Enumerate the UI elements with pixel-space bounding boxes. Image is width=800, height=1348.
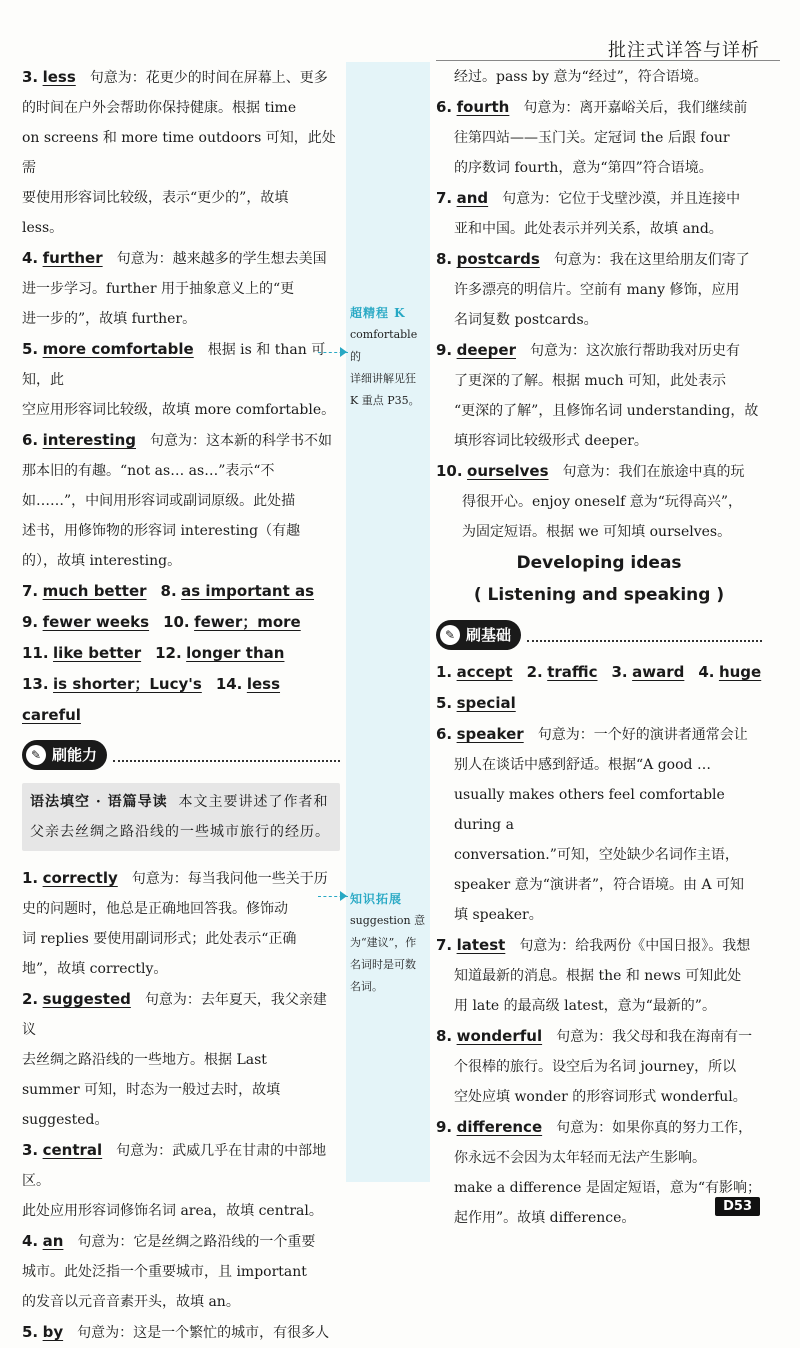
explanation: 句意为：越来越多的学生想去美国 [116, 251, 327, 267]
explanation-line: 史的问题时，他总是正确地回答我。修饰动 [22, 901, 288, 917]
explanation: 句意为：我们在旅途中真的玩 [562, 464, 745, 480]
side-note-line: suggestion 意 [350, 914, 426, 927]
explanation-line: 用 late 的最高级 latest，意为“最新的”。 [454, 998, 716, 1014]
short-answer-row [22, 638, 340, 669]
side-note-line: 名词时是可数 [350, 958, 416, 971]
explanation-line: 的序数词 fourth，意为“第四”符合语境。 [454, 160, 713, 176]
explanation-line: 空处应填 wonder 的形容词形式 wonderful。 [454, 1089, 747, 1105]
answer-item [22, 1317, 340, 1348]
explanation-line: 起作用”。故填 difference。 [454, 1210, 636, 1226]
answer-word: is shorter；Lucy's [53, 675, 202, 693]
answer-item [436, 1112, 762, 1233]
answer-word: fourth [456, 98, 510, 116]
section-badge-row [436, 615, 762, 655]
explanation-line: 许多漂亮的明信片。空前有 many 修饰，应用 [454, 282, 740, 298]
explanation-line: make a difference 是固定短语，意为“有影响； [454, 1180, 762, 1196]
section-badge [22, 740, 107, 770]
item-number: 1. [436, 663, 453, 681]
item-number: 4. [22, 1232, 39, 1250]
item-number: 6. [22, 431, 39, 449]
side-note-tag: 知识拓展 [350, 892, 403, 906]
explanation-line: 个很棒的旅行。设空后为名词 journey，所以 [454, 1059, 737, 1075]
side-note-comfortable [350, 302, 430, 412]
explanation-line: 名词复数 postcards。 [454, 312, 598, 328]
item-number: 3. [22, 1141, 39, 1159]
note-arrow-icon [340, 347, 347, 357]
item-number: 5. [22, 1323, 39, 1341]
answer-word: central [42, 1141, 103, 1159]
explanation-line: 的时间在户外会帮助你保持健康。根据 time [22, 100, 297, 116]
explanation-line: 的），故填 interesting。 [22, 553, 182, 569]
item-number: 3. [22, 68, 39, 86]
explanation-line: 如……”，中间用形容词或副词原级。此处描 [22, 493, 296, 509]
continued-text: 经过。pass by 意为“经过”，符合语境。 [454, 69, 708, 85]
brush-icon: ✎ [440, 625, 460, 645]
item-number: 8. [436, 1027, 453, 1045]
section-badge [436, 620, 521, 650]
explanation-line: 填 speaker。 [454, 907, 543, 923]
explanation-line: 知道最新的消息。根据 the 和 news 可知此处 [454, 968, 742, 984]
answer-word: accept [456, 663, 513, 681]
answer-item [22, 984, 340, 1135]
left-column [22, 62, 340, 1348]
explanation: 句意为：我父母和我在海南有一 [556, 1029, 753, 1045]
answer-word: and [456, 189, 489, 207]
passage-intro [22, 783, 340, 851]
answer-word: traffic [547, 663, 598, 681]
explanation-line: 填形容词比较级形式 deeper。 [454, 433, 648, 449]
answer-item [22, 62, 340, 243]
side-note-line: K 重点 P35。 [350, 394, 420, 407]
explanation-line: speaker 意为“演讲者”，符合语境。由 A 可知 [454, 877, 745, 893]
explanation-line: 得很开心。enjoy oneself 意为“玩得高兴”， [462, 494, 743, 510]
right-column [436, 62, 762, 1233]
answer-word: speaker [456, 725, 524, 743]
explanation-line: 空应用形容词比较级，故填 more comfortable。 [22, 402, 336, 418]
explanation-line: 了更深的了解。根据 much 可知，此处表示 [454, 373, 727, 389]
item-number: 4. [698, 663, 715, 681]
side-note-line: comfortable 的 [350, 328, 418, 363]
badge-label: 刷基础 [466, 626, 512, 644]
explanation-line: on screens 和 more time outdoors 可知，此处需 [22, 130, 336, 176]
side-note-line: 名词。 [350, 980, 383, 993]
section-badge-row [22, 735, 340, 775]
answer-word: further [42, 249, 103, 267]
short-answer-row [22, 669, 340, 731]
section-title: Developing ideas [516, 553, 682, 573]
answer-item [436, 930, 762, 1021]
explanation: 句意为：离开嘉峪关后，我们继续前 [523, 100, 748, 116]
item-number: 14. [215, 675, 243, 693]
answer-word: fewer weeks [42, 613, 150, 631]
explanation: 句意为：去年夏天，我父亲建议 [22, 992, 327, 1038]
answer-word: an [42, 1232, 64, 1250]
item-number: 10. [163, 613, 190, 631]
section-subtitle: ( Listening and speaking ) [473, 585, 725, 605]
item-number: 9. [436, 1118, 453, 1136]
explanation-line: 地”，故填 correctly。 [22, 961, 168, 977]
answer-word: deeper [456, 341, 516, 359]
item-number: 7. [436, 936, 453, 954]
answer-word: wonderful [456, 1027, 543, 1045]
answer-word: longer than [186, 644, 285, 662]
answer-word: as important as [181, 582, 315, 600]
explanation-line: 别人在谈话中感到舒适。根据“A good … [454, 757, 711, 773]
explanation-line: 词 replies 要使用副词形式；此处表示“正确 [22, 931, 297, 947]
answer-item [436, 183, 762, 244]
badge-label: 刷能力 [52, 746, 98, 764]
note-arrow-icon [340, 891, 347, 901]
answer-word: more comfortable [42, 340, 194, 358]
explanation-line: 城市。此处泛指一个重要城市，且 important [22, 1264, 307, 1280]
item-number: 13. [22, 675, 49, 693]
explanation: 句意为：给我两份《中国日报》。我想 [519, 938, 751, 954]
explanation-line: 要使用形容词比较级，表示“更少的”，故填 [22, 190, 289, 206]
item-number: 7. [436, 189, 453, 207]
explanation-line: summer 可知，时态为一般过去时，故填 [22, 1082, 281, 1098]
item-number: 8. [160, 582, 177, 600]
explanation-line: 述书，用修饰物的形容词 interesting（有趣 [22, 523, 301, 539]
explanation: 句意为：它是丝绸之路沿线的一个重要 [77, 1234, 316, 1250]
explanation: 句意为：如果你真的努力工作， [556, 1120, 753, 1136]
explanation: 句意为：每当我问他一些关于历 [131, 871, 328, 887]
explanation-line: 那本旧的有趣。“not as… as…”表示“不 [22, 463, 275, 479]
explanation: 句意为：这是一个繁忙的城市，有很多人 [77, 1325, 330, 1341]
answer-item [436, 1021, 762, 1112]
explanation-line: 为固定短语。根据 we 可知填 ourselves。 [462, 524, 732, 540]
explanation-line: 你永远不会因为太年轻而无法产生影响。 [454, 1150, 706, 1166]
answer-item [436, 335, 762, 456]
answer-word: ourselves [467, 462, 549, 480]
intro-label: 语法填空 · 语篇导读 [30, 794, 168, 810]
side-note-column [346, 62, 430, 1182]
answer-word: by [42, 1323, 64, 1341]
item-number: 2. [526, 663, 543, 681]
explanation-line: conversation.”可知，空处缺少名词作主语， [454, 847, 739, 863]
explanation: 句意为：花更少的时间在屏幕上、更多 [89, 70, 328, 86]
explanation: 句意为：武威几乎在甘肃的中部地区。 [22, 1143, 327, 1189]
answer-item [436, 244, 762, 335]
explanation-line: 进一步学习。further 用于抽象意义上的“更 [22, 281, 295, 297]
item-number: 9. [436, 341, 453, 359]
answer-word: award [632, 663, 685, 681]
explanation-line: 进一步的”，故填 further。 [22, 311, 197, 327]
item-number: 1. [22, 869, 39, 887]
answer-item [436, 92, 762, 183]
item-number: 3. [611, 663, 628, 681]
answer-word: less [42, 68, 76, 86]
explanation: 句意为：我在这里给朋友们寄了 [553, 252, 750, 268]
answer-item [22, 425, 340, 576]
brush-icon: ✎ [26, 745, 46, 765]
short-answer-row [22, 576, 340, 607]
answer-item [22, 1135, 340, 1226]
explanation: 句意为：它位于戈壁沙漠，并且连接中 [502, 191, 741, 207]
item-number: 5. [436, 694, 453, 712]
answer-word: huge [718, 663, 762, 681]
item-number: 6. [436, 725, 453, 743]
item-number: 2. [22, 990, 39, 1008]
explanation-line: less。 [22, 220, 64, 236]
page-number: D53 [715, 1197, 760, 1216]
answer-word: correctly [42, 869, 118, 887]
item-number: 4. [22, 249, 39, 267]
answer-word: less careful [22, 675, 281, 724]
answer-item [22, 334, 340, 425]
answer-word: difference [456, 1118, 543, 1136]
item-number: 9. [22, 613, 39, 631]
explanation-line: 去丝绸之路沿线的一些地方。根据 Last [22, 1052, 267, 1068]
page-header-title: 批注式详答与详析 [608, 40, 760, 61]
dotted-rule [527, 628, 762, 642]
answer-word: special [456, 694, 516, 712]
explanation: 句意为：一个好的演讲者通常会让 [537, 727, 748, 743]
answer-word: postcards [456, 250, 540, 268]
item-number: 11. [22, 644, 49, 662]
header-rule [436, 60, 780, 61]
explanation-line: 此处应用形容词修饰名词 area，故填 central。 [22, 1203, 323, 1219]
side-note-tag: 超精程 K [350, 306, 406, 320]
answer-item [22, 1226, 340, 1317]
answer-word: fewer；more [194, 613, 301, 631]
item-number: 6. [436, 98, 453, 116]
explanation-line: 往第四站——玉门关。定冠词 the 后跟 four [454, 130, 730, 146]
answer-item [22, 863, 340, 984]
answer-item [436, 719, 762, 930]
explanation: 句意为：这本新的科学书不如 [150, 433, 332, 449]
explanation-line: usually makes others feel comfortable during a [454, 787, 725, 833]
answer-item [436, 456, 762, 547]
item-number: 10. [436, 462, 463, 480]
explanation: 根据 is 和 than 可知，此 [22, 342, 326, 388]
short-answer-row [436, 688, 762, 719]
item-number: 7. [22, 582, 39, 600]
answer-word: latest [456, 936, 506, 954]
explanation-line: suggested。 [22, 1112, 109, 1128]
short-answer-row [436, 657, 762, 688]
item-number: 8. [436, 250, 453, 268]
answer-word: suggested [42, 990, 131, 1008]
dotted-rule [113, 748, 340, 762]
explanation: 句意为：这次旅行帮助我对历史有 [530, 343, 740, 359]
side-note-line: 详细讲解见狂 [350, 372, 416, 385]
answer-item [22, 243, 340, 334]
answer-word: much better [42, 582, 147, 600]
explanation-line: “更深的了解”，且修饰名词 understanding，故 [454, 403, 759, 419]
explanation-line: 的发音以元音音素开头，故填 an。 [22, 1294, 240, 1310]
answer-word: interesting [42, 431, 136, 449]
item-number: 5. [22, 340, 39, 358]
side-note-suggestion [350, 888, 430, 998]
short-answer-row [22, 607, 340, 638]
item-number: 12. [155, 644, 182, 662]
side-note-line: 为“建议”，作 [350, 936, 417, 949]
explanation-line: 亚和中国。此处表示并列关系，故填 and。 [454, 221, 723, 237]
intro-text: 本文主要讲述了作者和父亲去丝绸之路沿线的一些城市旅行的经历。 [30, 794, 330, 840]
answer-word: like better [53, 644, 142, 662]
